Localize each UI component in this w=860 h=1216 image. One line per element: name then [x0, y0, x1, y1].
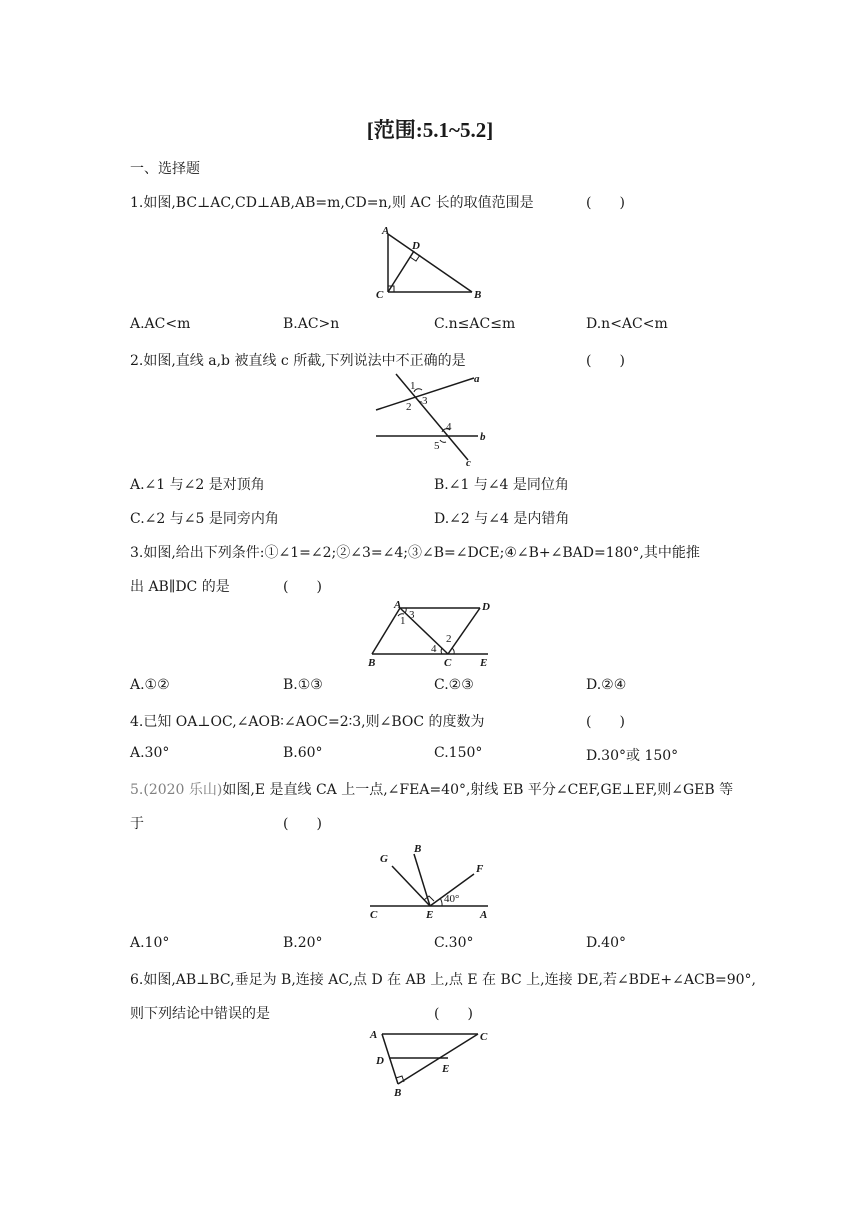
question-4-text: 4.已知 OA⊥OC,∠AOB∶∠AOC=2∶3,则∠BOC 的度数为	[130, 714, 485, 730]
q2-option-b: B.∠1 与∠4 是同位角	[434, 477, 569, 493]
label-b: B	[394, 1087, 402, 1098]
q4-option-b: B.60°	[283, 745, 323, 761]
q5-option-d: D.40°	[586, 935, 626, 951]
segment-ab	[372, 608, 400, 654]
answer-paren-5: ( )	[283, 816, 322, 832]
question-5-text-line-1	[130, 779, 733, 799]
question-5-body: 如图,E 是直线 CA 上一点,∠FEA=40°,射线 EB 平分∠CEF,GE⊥EF,则∠GEB 等	[222, 782, 734, 798]
q3-option-b: B.①③	[283, 677, 323, 693]
q3-option-d: D.②④	[586, 677, 627, 693]
arc-angle-4	[441, 648, 442, 654]
question-6-text-line-1: 6.如图,AB⊥BC,垂足为 B,连接 AC,点 D 在 AB 上,点 E 在 BC 上,连接 DE,若∠BDE+∠ACB=90°,	[130, 972, 756, 988]
label-angle-3: 3	[409, 609, 415, 621]
q1-option-c: C.n≤AC≤m	[434, 316, 516, 332]
label-f: F	[476, 863, 484, 875]
segment-dc	[448, 608, 480, 654]
label-a: A	[394, 599, 402, 611]
label-a: A	[480, 909, 488, 921]
label-e: E	[442, 1063, 450, 1075]
label-angle-2: 2	[446, 633, 452, 645]
segment-ab	[388, 234, 472, 292]
q5-option-b: B.20°	[283, 935, 323, 951]
q2-option-d: D.∠2 与∠4 是内错角	[434, 511, 570, 527]
label-a: A	[370, 1029, 378, 1041]
q1-option-a: A.AC<m	[130, 316, 191, 332]
q3-option-c: C.②③	[434, 677, 474, 693]
label-e: E	[426, 909, 434, 921]
label-angle-3: 3	[422, 395, 428, 407]
arc-angle-2	[452, 648, 454, 654]
label-line-c: c	[466, 457, 471, 468]
question-3-text-line-1: 3.如图,给出下列条件:①∠1=∠2;②∠3=∠4;③∠B=∠DCE;④∠B+∠BAD=180°,其中能推	[130, 545, 700, 561]
q1-option-b: B.AC>n	[283, 316, 340, 332]
question-3-text-line-2: 出 AB∥DC 的是	[130, 579, 230, 595]
q4-option-c: C.150°	[434, 745, 483, 761]
segment-ab	[382, 1034, 398, 1084]
segment-bc	[398, 1034, 478, 1084]
answer-paren-4: ( )	[586, 714, 625, 730]
q1-option-d: D.n<AC<m	[586, 316, 668, 332]
q4-option-a: A.30°	[130, 745, 170, 761]
label-angle-2: 2	[406, 401, 412, 413]
figure-6-triangle	[362, 1024, 502, 1098]
answer-paren-2: ( )	[586, 353, 625, 369]
figure-5-rays	[362, 838, 502, 924]
label-angle-4: 4	[431, 643, 437, 655]
label-line-b: b	[480, 431, 486, 443]
figure-3-parallelogram	[362, 598, 502, 670]
q2-option-c: C.∠2 与∠5 是同旁内角	[130, 511, 279, 527]
label-b: B	[414, 843, 422, 855]
label-angle-1: 1	[410, 380, 416, 392]
label-b: B	[474, 289, 482, 301]
answer-paren-1: ( )	[586, 195, 625, 211]
label-d: D	[482, 601, 490, 613]
label-c: C	[370, 909, 378, 921]
label-g: G	[380, 853, 388, 865]
line-c	[396, 374, 468, 460]
q4-option-d: D.30°或 150°	[586, 748, 679, 764]
q3-option-a: A.①②	[130, 677, 170, 693]
page-title: [范围:5.1~5.2]	[366, 118, 494, 142]
label-angle-4: 4	[446, 421, 452, 433]
arc-angle-fea	[440, 898, 442, 906]
label-b: B	[368, 657, 376, 669]
label-d: D	[412, 240, 420, 252]
label-angle-1: 1	[400, 615, 406, 627]
answer-paren-3: ( )	[283, 579, 322, 595]
figure-2-transversal	[370, 370, 500, 468]
q5-option-a: A.10°	[130, 935, 170, 951]
segment-ac	[400, 608, 448, 654]
label-40-degrees: 40°	[444, 893, 460, 905]
question-6-text-line-2: 则下列结论中错误的是	[130, 1006, 270, 1022]
question-5-text-line-2: 于	[130, 816, 144, 832]
label-d: D	[376, 1055, 384, 1067]
arc-angle-5	[440, 440, 446, 442]
label-c: C	[376, 289, 384, 301]
label-e: E	[480, 657, 488, 669]
section-heading: 一、选择题	[130, 161, 200, 177]
question-2-text: 2.如图,直线 a,b 被直线 c 所截,下列说法中不正确的是	[130, 353, 466, 369]
label-c: C	[480, 1031, 488, 1043]
q2-option-a: A.∠1 与∠2 是对顶角	[130, 477, 265, 493]
figure-1-triangle	[370, 222, 500, 302]
label-angle-5: 5	[434, 440, 440, 452]
question-1-text: 1.如图,BC⊥AC,CD⊥AB,AB=m,CD=n,则 AC 长的取值范围是	[130, 195, 534, 211]
label-line-a: a	[474, 373, 480, 385]
answer-paren-6: ( )	[434, 1006, 473, 1022]
label-a: A	[382, 225, 390, 237]
q5-option-c: C.30°	[434, 935, 474, 951]
question-5-source: 5.(2020 乐山)	[130, 782, 223, 798]
label-c: C	[444, 657, 452, 669]
